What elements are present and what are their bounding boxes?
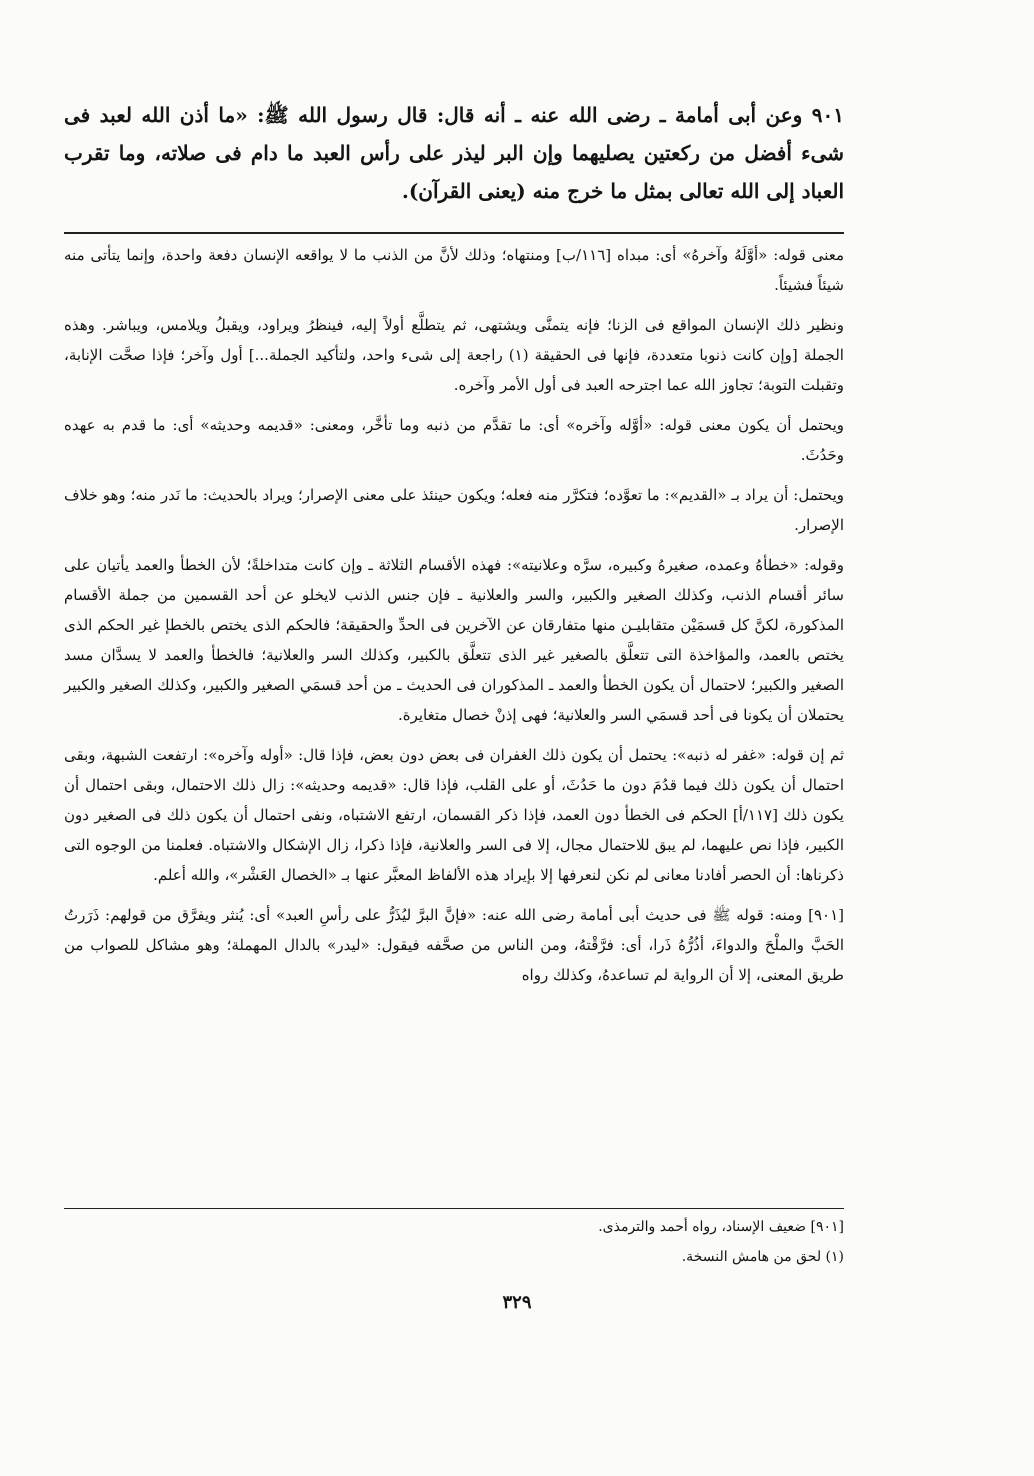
commentary-paragraph: ثم إن قوله: «غفر له ذنبه»: يحتمل أن يكون ذلك الغفران فى بعض دون بعض، فإذا قال: «أوله وآخره»: ارتفعت الشبهة، وبقى احتمال أن يكون ذلك فيما قدُمَ دون ما حَدُثَ، أو على القلب، فإذا قال: «قديمه وحديثه»: زال ذلك الاحتمال، وبقى احتمال أن يكون ذلك [١١٧/أ] الحكم فى الخطأ دون العمد، فإذا ذكر القسمان، ارتفع الاشتباه، ونفى احتمال أن يكون ذلك فى الصغير دون الكبير، فإذا نص عليهما، لم يبق للاحتمال مجال، إلا فى السر والعلانية، فإذا ذكرا، زال الإشكال والاشتباه. فعلمنا من الوجوه التى ذكرناها: أن الحصر أفادنا معانى لم نكن لنعرفها إلا بإيراد هذه الألفاظ المعبَّر عنها بـ «الخصال العَشْر»، والله أعلم.: [64, 746, 844, 884]
commentary-paragraph: ونظير ذلك الإنسان المواقع فى الزنا؛ فإنه يتمنَّى ويشتهى، ثم يتطلَّع أولاً إليه، فينظرُ ويراود، ويقبلُ ويلامس، ويباشر. وهذه الجملة [وإن كانت ذنوبا متعددة، فإنها فى الحقيقة (١) راجعة إلى شىء واحد، ولتأكيد الجملة...] أول وآخر؛ فإذا صحَّت الإنابة، وتقبلت التوبة؛ تجاوز الله عما اجترحه العبد فى أول الأمر وآخره.: [64, 316, 844, 394]
page-number: ٣٢٩: [502, 1292, 532, 1313]
commentary-paragraph: ويحتمل: أن يراد بـ «القديم»: ما تعوَّده؛ فتكرَّر منه فعله؛ ويكون حينئذ على معنى الإصرار؛ ويراد بالحديث: ما نَدر منه؛ وهو خلاف الإصرار.: [64, 486, 844, 534]
commentary-paragraph: ويحتمل أن يكون معنى قوله: «أوَّله وآخره» أى: ما تقدَّم من ذنبه وما تأخَّر، ومعنى: «قديمه وحديثه» أى: ما قدم به عهده وحَدُثَ.: [64, 416, 844, 464]
footnote-divider: [64, 1208, 844, 1209]
footnotes: [64, 1212, 844, 1272]
commentary: [64, 240, 844, 990]
footnote: (١) لحق من هامش النسخة.: [681, 1249, 844, 1265]
hadith-body: وعن أبى أمامة ـ رضى الله عنه ـ أنه قال: قال رسول الله ﷺ: «ما أذن الله لعبد فى شىء أفضل من ركعتين يصليهما وإن البر ليذر على رأس العبد ما دام فى صلاته، وما تقرب العباد إلى الله تعالى بمثل ما خرج منه (يعنى القرآن).: [64, 103, 844, 203]
commentary-paragraph: [٩٠١] ومنه: قوله ﷺ فى حديث أبى أمامة رضى الله عنه: «فإنَّ البرَّ ليُذَرُّ على رأسِ العبد» أى: يُنثر ويفرَّق من قولهم: ذَرَرتُ الحَبَّ والملْحَ والدواءَ، أذُرُّهُ ذَرا، أى: فرَّقْتهُ، ومن الناس من صحَّفه فيقول: «ليدر» بالدال المهملة؛ وهو مشاكل للصواب من طريق المعنى، إلا أن الرواية لم تساعدهُ، وكذلك رواه: [64, 906, 844, 984]
commentary-paragraph: وقوله: «خطأهُ وعمده، صغيرهُ وكبيره، سرَّه وعلانيته»: فهذه الأقسام الثلاثة ـ وإن كانت متداخلةً؛ لأن الخطأ والعمد يأتيان على سائر أقسام الذنب، وكذلك الصغير والكبير، والسر والعلانية ـ فإن جنس الذنب لايخلو عن أحد القسمين من جملة الأقسام المذكورة، لكنَّ كل قسمَيْن متقابليـن منها متفارقان عن الآخرين فى الحدِّ والحقيقة؛ فالحكم الذى يختص بالخطإ غير الحكم الذى يختص بالعمد، والمؤاخذة التى تتعلَّق بالصغير غير الذى تتعلَّق بالكبير، وكذلك السر والعلانية؛ فالخطأ والعمد لا يسدَّان مسد الصغير والكبير؛ لاحتمال أن يكون الخطأ والعمد ـ المذكوران فى الحديث ـ من أحد قسمَي الصغير والكبير، وكذلك الصغير والكبير يحتملان أن يكونا فى أحد قسمَي السر والعلانية؛ فهى إذنْ خصال متغايرة.: [64, 556, 844, 724]
hadith-text: [64, 96, 844, 210]
footnote: [٩٠١] ضعيف الإسناد، رواه أحمد والترمذى.: [598, 1219, 844, 1235]
header-divider: [64, 232, 844, 234]
commentary-paragraph: معنى قوله: «أوَّلَهُ وآخرهُ» أى: مبداه [١١٦/ب] ومنتهاه؛ وذلك لأنَّ من الذنب ما لا يواقعه الإنسان دفعة واحدة، وإنما يتأتى منه شيئاً فشيئاً.: [64, 246, 845, 294]
hadith-number: ٩٠١: [811, 103, 844, 127]
